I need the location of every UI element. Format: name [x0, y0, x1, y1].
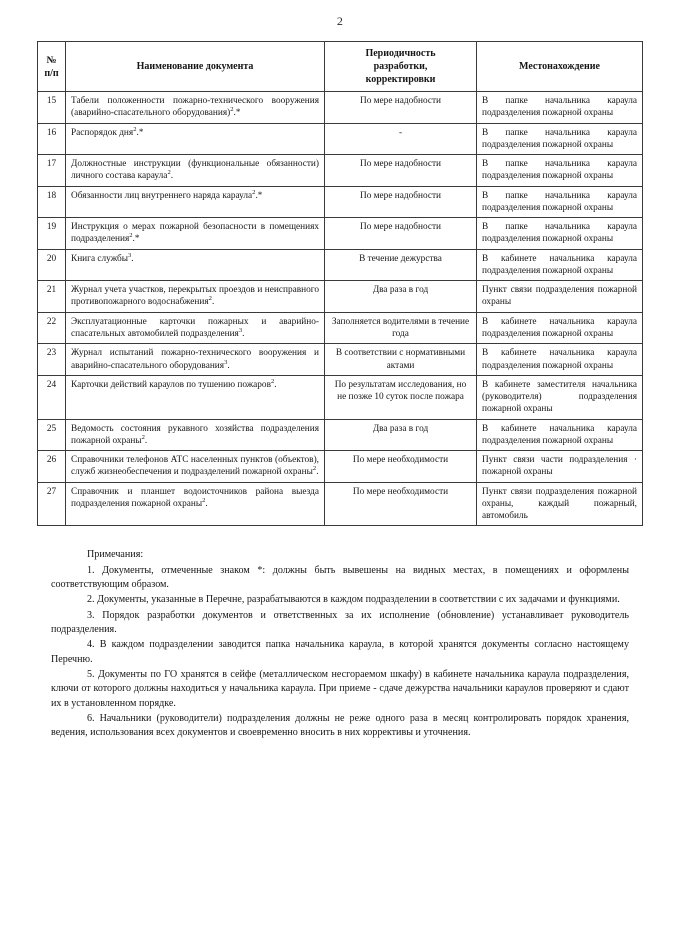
cell-document-name: Распорядок дня$^2$.* [66, 123, 325, 155]
notes-section [51, 526, 629, 740]
cell-row-number: 26 [38, 451, 66, 483]
cell-periodicity: По мере надобности [325, 218, 477, 250]
table-row [38, 155, 643, 187]
cell-document-name: Справочник и планшет водоисточников района выезда подразделения пожарной охраны$^2$. [66, 482, 325, 526]
note-item: 2. Документы, указанные в Перечне, разрабатываются в каждом подразделении в соответствии с их задачами и функциями. [87, 594, 620, 606]
cell-periodicity: Два раза в год [325, 419, 477, 451]
cell-row-number: 21 [38, 281, 66, 313]
note-item: 5. Документы по ГО хранятся в сейфе (металлическом несгораемом шкафу) в кабинете начальника караула подразделения, ключи от которого должны находиться у начальника караула. При приеме - сдаче дежурства начальники караулов проверяют и сдают их в установленном порядке. [51, 669, 629, 709]
note-item: 4. В каждом подразделении заводится папка начальника караула, в которой хранятся документы согласно настоящему Перечню. [51, 639, 629, 665]
table-row [38, 281, 643, 313]
cell-location: В кабинете начальника караула подразделения пожарной охраны [477, 249, 643, 281]
column-header-location: Местонахождение [477, 42, 643, 92]
cell-row-number: 17 [38, 155, 66, 187]
table-row [38, 218, 643, 250]
table-row [38, 375, 643, 419]
cell-row-number: 18 [38, 186, 66, 218]
documents-table [37, 41, 643, 526]
note-item: 6. Начальники (руководители) подразделения должны не реже одного раза в месяц контролировать порядок хранения, ведения, использования всех документов и своевременно вносить в них коррективы и уточнения. [51, 713, 629, 739]
column-header-periodicity [325, 42, 477, 92]
cell-location: В папке начальника караула подразделения пожарной охраны [477, 218, 643, 250]
cell-periodicity: Заполняется водителями в течение года [325, 312, 477, 344]
cell-document-name: Справочники телефонов АТС населенных пунктов (объектов), служб жизнеобеспечения и подразделений пожарной охраны$^2$. [66, 451, 325, 483]
cell-document-name: Эксплуатационные карточки пожарных и аварийно-спасательных автомобилей подразделения$^3$. [66, 312, 325, 344]
cell-document-name: Табели положенности пожарно-технического вооружения (аварийно-спасательного оборудования)$^2$.* [66, 92, 325, 124]
column-header-number-line1: № [46, 54, 57, 66]
cell-row-number: 24 [38, 375, 66, 419]
cell-location: В папке начальника караула подразделения пожарной охраны [477, 186, 643, 218]
page-number: 2 [336, 14, 344, 28]
note-item: 3. Порядок разработки документов и ответственных за их исполнение (обновление) устанавливает руководитель подразделения. [51, 609, 629, 636]
cell-periodicity: По мере надобности [325, 92, 477, 124]
table-row [38, 92, 643, 124]
cell-location: В папке начальника караула подразделения пожарной охраны [477, 155, 643, 187]
cell-document-name: Карточки действий караулов по тушению пожаров$^2$. [66, 375, 325, 419]
cell-periodicity: По мере необходимости [325, 451, 477, 483]
cell-document-name: Журнал учета участков, перекрытых проездов и неисправного противопожарного водоснабжения$^2$. [66, 281, 325, 313]
table-body [38, 92, 643, 526]
cell-row-number: 22 [38, 312, 66, 344]
column-header-periodicity-line2: разработки, [373, 61, 428, 72]
table-row [38, 186, 643, 218]
cell-periodicity: - [325, 123, 477, 155]
cell-location: Пункт связи подразделения пожарной охраны [477, 281, 643, 313]
notes-list [51, 564, 629, 741]
cell-document-name: Инструкция о мерах пожарной безопасности в помещениях подразделения$^2$.* [66, 218, 325, 250]
cell-document-name: Должностные инструкции (функциональные обязанности) личного состава караула$^2$. [66, 155, 325, 187]
table-row [38, 249, 643, 281]
cell-row-number: 16 [38, 123, 66, 155]
notes-heading: Примечания: [87, 549, 144, 561]
table-row [38, 482, 643, 526]
cell-document-name: Ведомость состояния рукавного хозяйства подразделения пожарной охраны$^2$. [66, 419, 325, 451]
cell-location: В папке начальника караула подразделения пожарной охраны [477, 92, 643, 124]
cell-periodicity: По мере надобности [325, 186, 477, 218]
cell-periodicity: По мере надобности [325, 155, 477, 187]
column-header-periodicity-line3: корректировки [365, 74, 436, 85]
cell-periodicity: По мере необходимости [325, 482, 477, 526]
cell-location: Пункт связи части подразделения · пожарной охраны [477, 451, 643, 483]
cell-location: В кабинете начальника караула подразделения пожарной охраны [477, 344, 643, 376]
cell-location: Пункт связи подразделения пожарной охраны, каждый пожарный, автомобиль [477, 482, 643, 526]
cell-row-number: 23 [38, 344, 66, 376]
table-row [38, 123, 643, 155]
cell-row-number: 27 [38, 482, 66, 526]
cell-location: В папке начальника караула подразделения пожарной охраны [477, 123, 643, 155]
cell-periodicity: По результатам исследования, но не позже 10 суток после пожара [325, 375, 477, 419]
table-header-row [38, 42, 643, 92]
cell-row-number: 25 [38, 419, 66, 451]
cell-location: В кабинете начальника караула подразделения пожарной охраны [477, 419, 643, 451]
table-row [38, 419, 643, 451]
cell-document-name: Обязанности лиц внутреннего наряда караула$^2$.* [66, 186, 325, 218]
table-header [38, 42, 643, 92]
table-row [38, 451, 643, 483]
column-header-number [38, 42, 66, 92]
cell-periodicity: Два раза в год [325, 281, 477, 313]
cell-location: В кабинете начальника караула подразделения пожарной охраны [477, 312, 643, 344]
table-row [38, 344, 643, 376]
cell-location: В кабинете заместителя начальника (руководителя) подразделения пожарной охраны [477, 375, 643, 419]
column-header-periodicity-line1: Периодичность [365, 48, 436, 59]
column-header-name: Наименование документа [66, 42, 325, 92]
cell-row-number: 19 [38, 218, 66, 250]
cell-document-name: Книга службы$^3$. [66, 249, 325, 281]
cell-periodicity: В соответствии с нормативными актами [325, 344, 477, 376]
cell-row-number: 15 [38, 92, 66, 124]
note-item: 1. Документы, отмеченные знаком *: должны быть вывешены на видных местах, в помещениях и оформлены соответствующим образом. [51, 564, 629, 591]
cell-row-number: 20 [38, 249, 66, 281]
column-header-number-line2: п/п [44, 67, 59, 79]
table-row [38, 312, 643, 344]
cell-document-name: Журнал испытаний пожарно-технического вооружения и аварийно-спасательного оборудования$^3$. [66, 344, 325, 376]
cell-periodicity: В течение дежурства [325, 249, 477, 281]
